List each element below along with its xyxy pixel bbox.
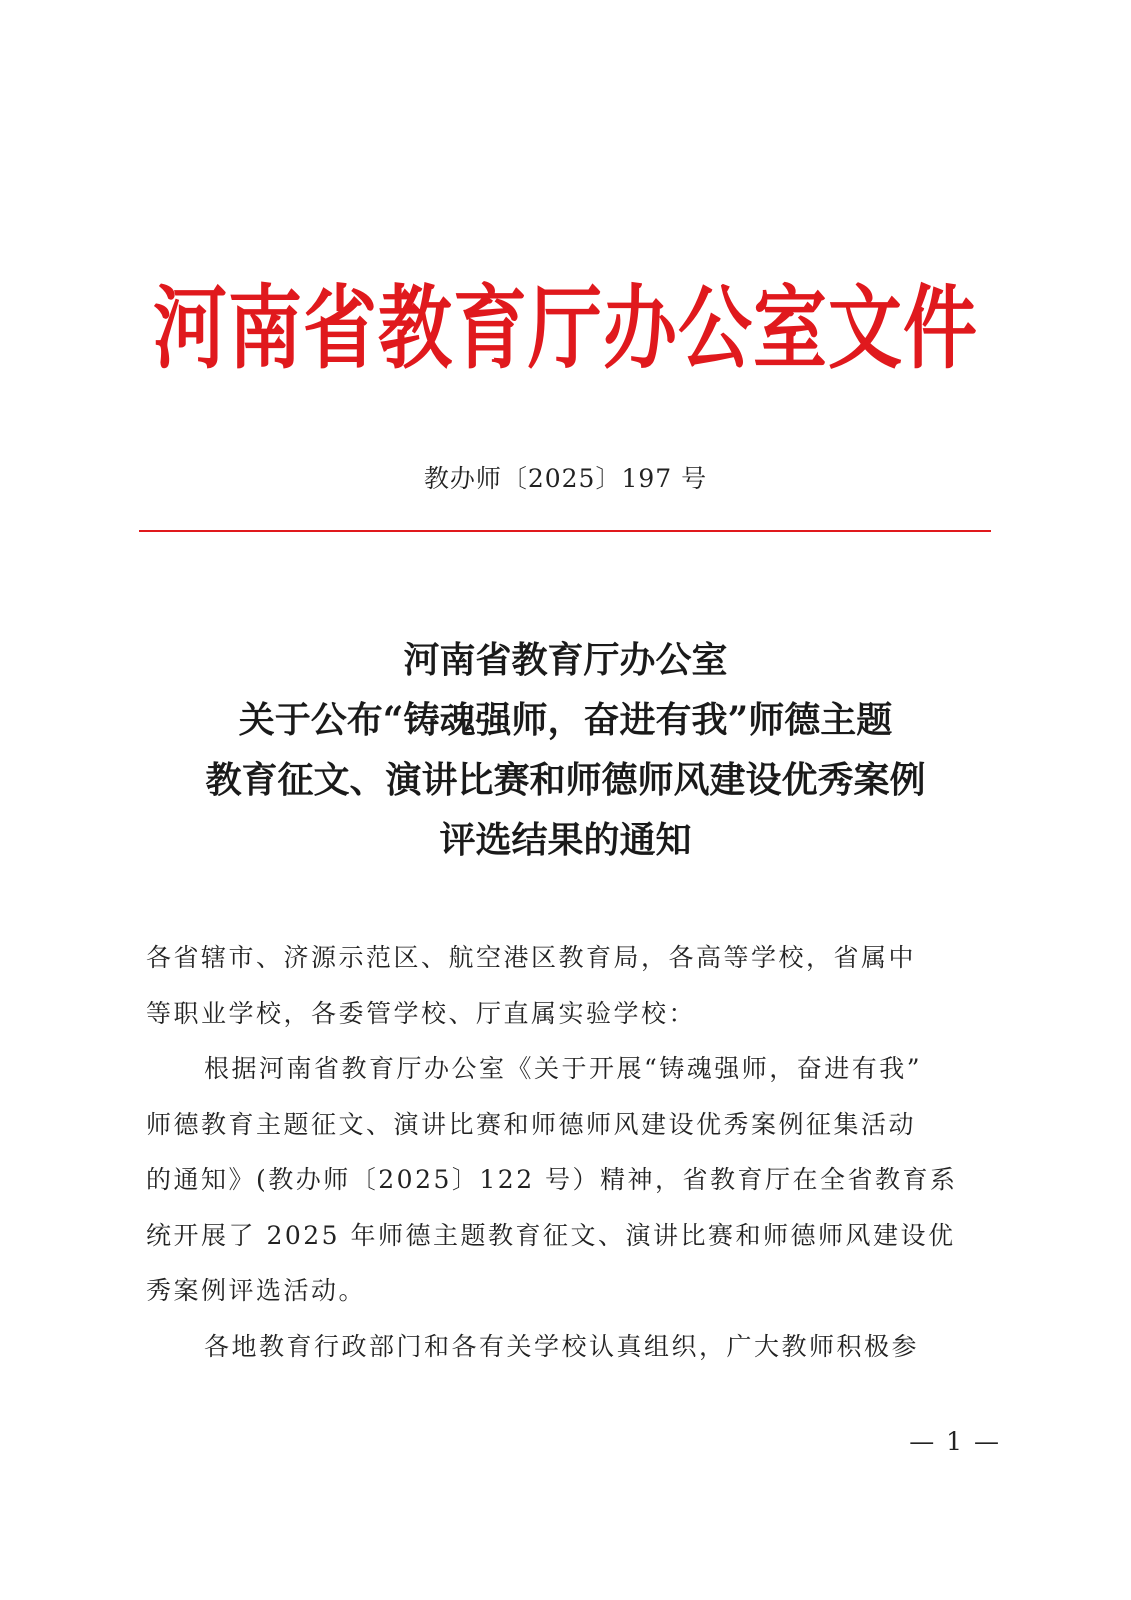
body-line: 各地教育行政部门和各有关学校认真组织，广大教师积极参 [204, 1331, 920, 1361]
body-line: 秀案例评选活动。 [146, 1276, 367, 1305]
title-line: 河南省教育厅办公室 [403, 639, 728, 681]
addressee-line: 各省辖市、济源示范区、航空港区教育局，各高等学校，省属中 [146, 943, 917, 972]
notice-title [0, 630, 1131, 870]
body-line: 的通知》(教办师〔2025〕122 号）精神，省教育厅在全省教育系 [146, 1165, 958, 1194]
title-line: 关于公布“铸魂强师，奋进有我”师德主题 [238, 699, 893, 741]
document-masthead: 河南省教育厅办公室文件 [153, 276, 978, 382]
title-line: 教育征文、演讲比赛和师德师风建设优秀案例 [205, 759, 926, 801]
body-line: 根据河南省教育厅办公室《关于开展“铸魂强师，奋进有我” [204, 1054, 923, 1083]
body-line: 师德教育主题征文、演讲比赛和师德师风建设优秀案例征集活动 [146, 1109, 917, 1139]
red-divider-line [139, 530, 991, 532]
body-line: 统开展了 2025 年师德主题教育征文、演讲比赛和师德师风建设优 [146, 1220, 956, 1250]
title-line: 评选结果的通知 [439, 819, 692, 861]
notice-body [146, 930, 994, 1374]
document-number: 教办师〔2025〕197 号 [423, 464, 708, 493]
page-number: — 1 — [909, 1427, 1001, 1456]
addressee-line: 等职业学校，各委管学校、厅直属实验学校： [146, 998, 697, 1028]
